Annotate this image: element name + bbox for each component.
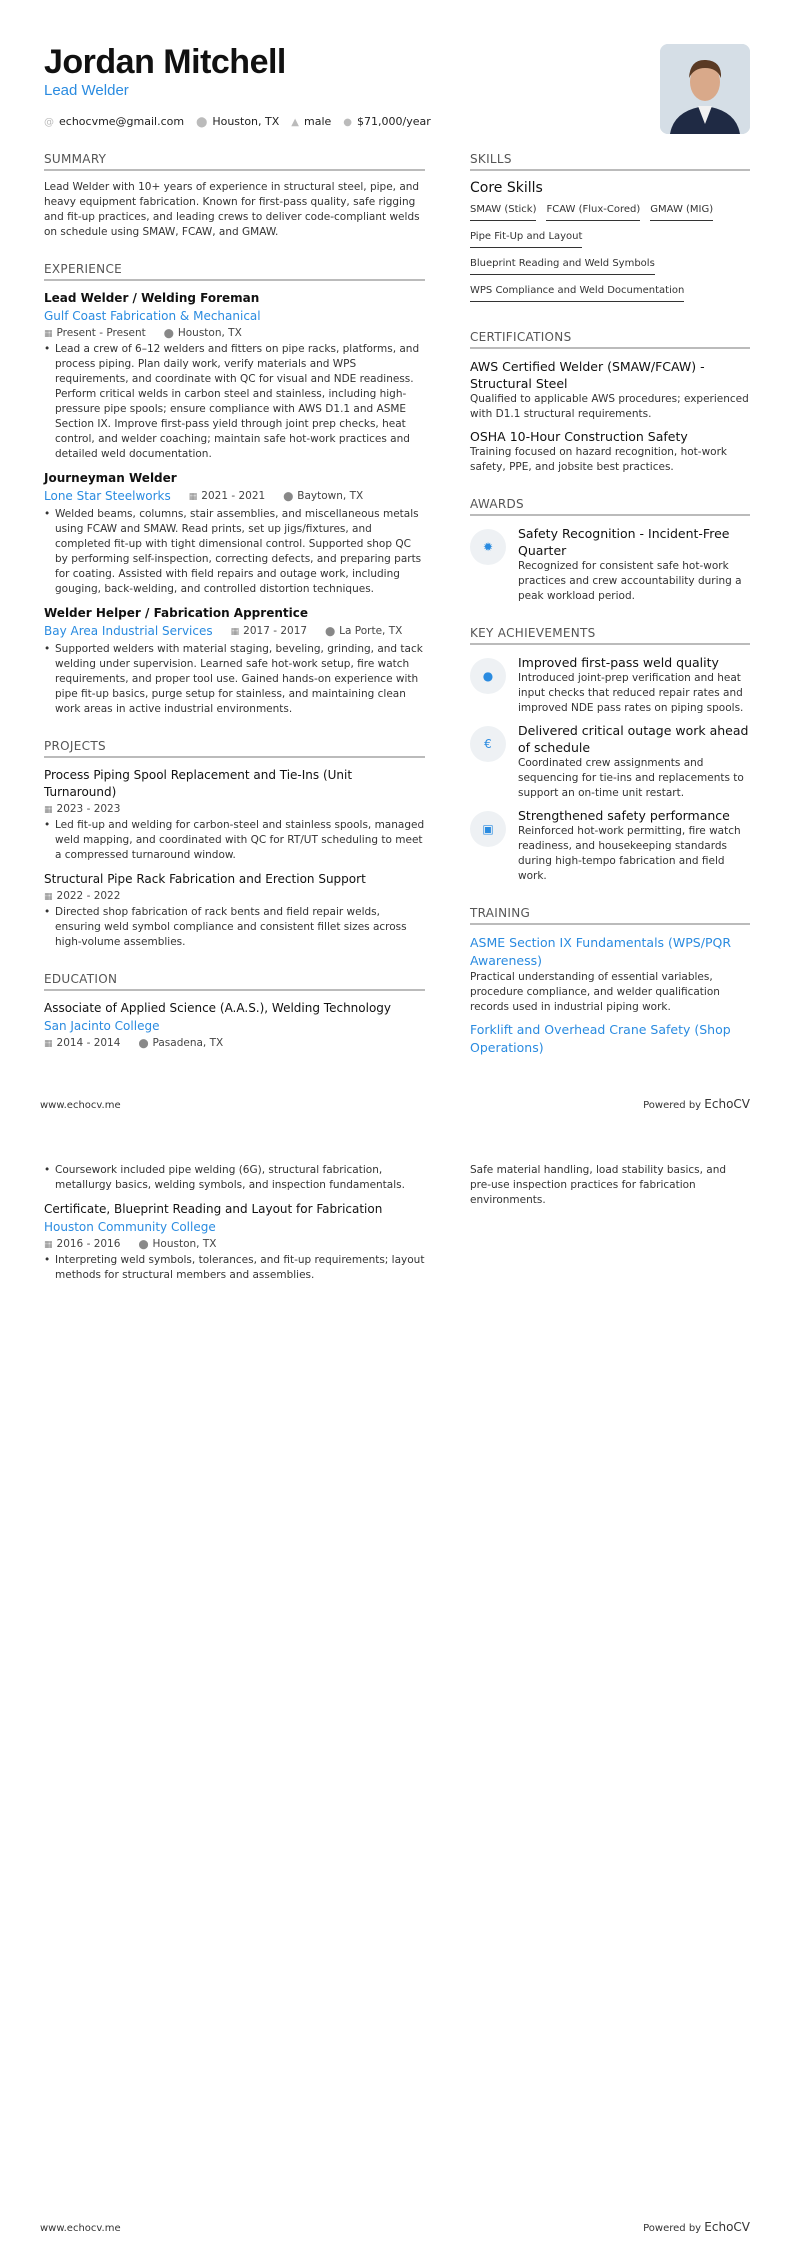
achievement-desc: Reinforced hot-work permitting, fire watch readiness, and housekeeping standards during high-tempo fabrication and field work.: [518, 825, 741, 882]
training-section: [470, 906, 750, 1057]
cert-title: AWS Certified Welder (SMAW/FCAW) - Structural Steel: [470, 359, 705, 391]
skill-item: Pipe Fit-Up and Layout: [470, 227, 582, 248]
section-heading: PROJECTS: [44, 739, 425, 758]
page-footer: www.echocv.me Powered by EchoCV: [40, 2220, 750, 2234]
training-title: ASME Section IX Fundamentals (WPS/PQR Awareness): [470, 935, 732, 968]
skill-item: FCAW (Flux-Cored): [546, 200, 640, 221]
skill-group-title: Core Skills: [470, 180, 543, 196]
project-title: Structural Pipe Rack Fabrication and Erection Support: [44, 872, 366, 886]
location-icon: ⬤: [163, 329, 174, 339]
at-icon: @: [44, 117, 54, 128]
projects-section: [44, 739, 425, 950]
training-desc: Practical understanding of essential variables, procedure compliance, and welder qualification records used in industrial piping work.: [470, 971, 720, 1013]
company-name: Bay Area Industrial Services: [44, 624, 213, 638]
job-entry: Lead Welder / Welding Foreman Gulf Coast Fabrication & Mechanical ▦ Present - Present ⬤ Houston, TX • Lead a crew of 6–12 welders and fitters on pipe racks, platforms, and process piping. Plan daily work, verify materials and WPS requirements, and coordinate with QC for visual and NDE readiness. Perform critical welds in carbon steel and stainless, including high-pressure pipe spools; ensure compliance with AWS D1.1 and ASME Section IX. Improve first-pass yield through joint prep checks, heat control, and welder coaching; maintain safe hot-work practices and detailed weld documentation.: [44, 290, 425, 462]
section-heading: SKILLS: [470, 152, 750, 171]
gear-icon: ✹: [470, 529, 506, 565]
job-bullet: • Lead a crew of 6–12 welders and fitters on pipe racks, platforms, and process piping. Plan daily work, verify materials and WPS requirements, and coordinate with QC for visual and NDE readiness. Perform critical welds in carbon steel and stainless, including high-pressure pipe spools; ensure compliance with AWS D1.1 and ASME Section IX. Improve first-pass yield through joint prep checks, heat control, and welder coaching; maintain safe hot-work practices and detailed weld documentation.: [44, 342, 425, 462]
contact-location: ⬤ Houston, TX: [196, 115, 280, 128]
skill-item: SMAW (Stick): [470, 200, 536, 221]
project-entry: Structural Pipe Rack Fabrication and Erection Support ▦ 2022 - 2022 • Directed shop fabrication of rack bents and field repair welds, ensuring weld symbol compliance and consistent fillet sizes across high-volume assemblies.: [44, 871, 425, 950]
book-icon: ▣: [470, 811, 506, 847]
person-icon: ▲: [291, 117, 299, 128]
money-icon: ●: [343, 117, 352, 128]
award-desc: Recognized for consistent safe hot-work practices and crew accountability during a peak workload period.: [518, 560, 742, 602]
contact-email: @ echocvme@gmail.com: [44, 115, 185, 128]
section-heading: SUMMARY: [44, 152, 425, 171]
job-bullet: • Welded beams, columns, stair assemblies, and miscellaneous metals using FCAW and SMAW. Read prints, set up jigs/fixtures, and completed fit-up with tight dimensional control. Supported shop QC by performing self-inspection, correcting defects, and preparing parts for coating. Assisted with field repairs and outage work, including gouging, back-welding, and controlled distortion techniques.: [44, 507, 425, 597]
section-heading: KEY ACHIEVEMENTS: [470, 626, 750, 645]
school-name: Houston Community College: [44, 1220, 216, 1234]
page-footer: www.echocv.me Powered by EchoCV: [40, 1097, 750, 1111]
contact-salary: ● $71,000/year: [343, 115, 431, 128]
section-heading: CERTIFICATIONS: [470, 330, 750, 349]
right-column: [470, 1163, 750, 1283]
project-bullet: • Led fit-up and welding for carbon-steel and stainless spools, managed weld mapping, and coordinated with QC for RT/UT scheduling to meet a compressed turnaround window.: [44, 818, 425, 863]
skill-item: WPS Compliance and Weld Documentation: [470, 281, 684, 302]
location-icon: ⬤: [138, 1039, 149, 1049]
calendar-icon: ▦: [44, 1039, 53, 1049]
job-title: Lead Welder / Welding Foreman: [44, 291, 260, 305]
location-icon: ⬤: [138, 1240, 149, 1250]
award-title: Safety Recognition - Incident-Free Quarter: [518, 526, 730, 558]
candidate-name: Jordan Mitchell: [44, 43, 286, 81]
location-icon: ⬤: [325, 627, 336, 637]
job-bullet: • Supported welders with material staging, beveling, grinding, and tack welding under supervision. Learned safe hot-work setup, fire watch requirements, and proper tool use. Gained hands-on experience with pipe fit-up basics, purge setup for stainless, and maintaining clean work areas in active industrial environments.: [44, 642, 425, 717]
job-entry: Journeyman Welder Lone Star Steelworks ▦ 2021 - 2021 ⬤ Baytown, TX • Welded beams, columns, stair assemblies, and miscellaneous metals using FCAW and SMAW. Read prints, set up jigs/fixtures, and completed fit-up with tight dimensional control. Supported shop QC by performing self-inspection, correcting defects, and preparing parts for coating. Assisted with field repairs and outage work, including gouging, back-welding, and controlled distortion techniques.: [44, 470, 425, 597]
coin-icon: ●: [470, 658, 506, 694]
education-bullet: • Coursework included pipe welding (6G), structural fabrication, metallurgy basics, welding symbols, and inspection fundamentals.: [44, 1163, 425, 1193]
project-entry: Process Piping Spool Replacement and Tie-Ins (Unit Turnaround) ▦ 2023 - 2023 • Led fit-up and welding for carbon-steel and stainless spools, managed weld mapping, and coordinated with QC for RT/UT scheduling to meet a compressed turnaround window.: [44, 767, 425, 863]
education-section: EDUCATION Associate of Applied Science (A.A.S.), Welding Technology San Jacinto College ▦ 2014 - 2014 ⬤ Pasadena, TX: [44, 972, 425, 1049]
resume-header: [44, 44, 750, 128]
calendar-icon: ▦: [230, 627, 240, 637]
cert-desc: Qualified to applicable AWS procedures; experienced with D1.1 structural requirements.: [470, 393, 749, 420]
calendar-icon: ▦: [44, 1240, 53, 1250]
achievement-item: [470, 807, 750, 884]
footer-site-link[interactable]: www.echocv.me: [40, 1100, 121, 1111]
section-heading: EDUCATION: [44, 972, 425, 991]
achievement-title: Strengthened safety performance: [518, 808, 730, 823]
brand-logo: EchoCV: [704, 2220, 750, 2234]
training-desc: Safe material handling, load stability basics, and pre-use inspection practices for fabrication environments.: [470, 1164, 727, 1206]
calendar-icon: ▦: [44, 892, 53, 902]
cert-title: OSHA 10-Hour Construction Safety: [470, 429, 688, 444]
achievement-desc: Coordinated crew assignments and sequencing for tie-ins and replacements to support an on-time unit restart.: [518, 757, 744, 799]
certifications-section: [470, 330, 750, 475]
experience-section: [44, 262, 425, 717]
job-title: Journeyman Welder: [44, 471, 177, 485]
skills-section: [470, 152, 750, 308]
candidate-title: Lead Welder: [44, 82, 129, 99]
contact-row: [44, 115, 750, 128]
columns-page-2: [44, 1163, 750, 1283]
education-bullet: • Interpreting weld symbols, tolerances, and fit-up requirements; layout methods for structural members and assemblies.: [44, 1253, 425, 1283]
achievement-title: Improved first-pass weld quality: [518, 655, 719, 670]
company-name: Lone Star Steelworks: [44, 489, 171, 503]
cert-desc: Training focused on hazard recognition, hot-work safety, PPE, and jobsite best practices.: [470, 446, 727, 473]
section-heading: AWARDS: [470, 497, 750, 516]
brand-logo: EchoCV: [704, 1097, 750, 1111]
achievement-title: Delivered critical outage work ahead of schedule: [518, 723, 749, 755]
location-icon: ⬤: [196, 117, 208, 128]
award-item: [470, 525, 750, 604]
awards-section: [470, 497, 750, 604]
training-title: Forklift and Overhead Crane Safety (Shop Operations): [470, 1022, 731, 1055]
school-name: San Jacinto College: [44, 1019, 160, 1033]
job-title: Welder Helper / Fabrication Apprentice: [44, 606, 308, 620]
profile-photo: [660, 44, 750, 134]
contact-gender: ▲ male: [291, 115, 332, 128]
page-2: [0, 1123, 794, 2246]
left-column: [44, 152, 425, 1079]
degree-title: Associate of Applied Science (A.A.S.), Welding Technology: [44, 1001, 392, 1015]
skill-item: Blueprint Reading and Weld Symbols: [470, 254, 655, 275]
summary-text: Lead Welder with 10+ years of experience in structural steel, pipe, and heavy equipment fabrication. Known for first-pass quality, safe rigging and fit-up practices, and leading crews to deliver code-compliant welds on schedule using SMAW, FCAW, and GMAW.: [44, 181, 420, 238]
footer-site-link[interactable]: www.echocv.me: [40, 2223, 121, 2234]
calendar-icon: ▦: [44, 805, 53, 815]
skill-item: GMAW (MIG): [650, 200, 713, 221]
project-title: Process Piping Spool Replacement and Tie-Ins (Unit Turnaround): [44, 768, 353, 799]
achievement-item: [470, 654, 750, 716]
section-heading: EXPERIENCE: [44, 262, 425, 281]
achievement-desc: Introduced joint-prep verification and heat input checks that reduced repair rates and improved NDE pass rates on piping spools.: [518, 672, 744, 714]
calendar-icon: ▦: [44, 329, 53, 339]
company-name: Gulf Coast Fabrication & Mechanical: [44, 309, 261, 323]
achievements-section: [470, 626, 750, 884]
left-column: • Coursework included pipe welding (6G), structural fabrication, metallurgy basics, welding symbols, and inspection fundamentals. Certificate, Blueprint Reading and Layout for Fabrication Houston Community College ▦ 2016 - 2016 ⬤ Houston, TX • Interpreting weld symbols, tolerances, and fit-up requirements; layout methods for structural members and assemblies.: [44, 1163, 425, 1283]
right-column: [470, 152, 750, 1079]
calendar-icon: ▦: [188, 492, 198, 502]
columns-page-1: [44, 152, 750, 1079]
euro-icon: €: [470, 726, 506, 762]
degree-title: Certificate, Blueprint Reading and Layout for Fabrication: [44, 1202, 383, 1216]
location-icon: ⬤: [283, 492, 294, 502]
project-bullet: • Directed shop fabrication of rack bents and field repair welds, ensuring weld symbol compliance and consistent fillet sizes across high-volume assemblies.: [44, 905, 425, 950]
summary-section: [44, 152, 425, 240]
achievement-item: [470, 722, 750, 801]
job-entry: Welder Helper / Fabrication Apprentice Bay Area Industrial Services ▦ 2017 - 2017 ⬤ La Porte, TX • Supported welders with material staging, beveling, grinding, and tack welding under supervision. Learned safe hot-work setup, fire watch requirements, and proper tool use. Gained hands-on experience with pipe fit-up basics, purge setup for stainless, and maintaining clean work areas in active industrial environments.: [44, 605, 425, 717]
section-heading: TRAINING: [470, 906, 750, 925]
